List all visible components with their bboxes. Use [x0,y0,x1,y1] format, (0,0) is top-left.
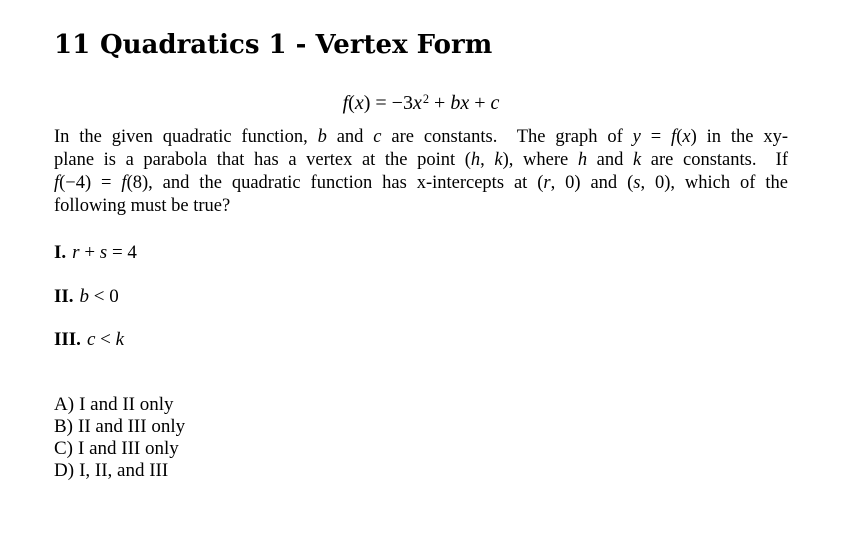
choice-text: I, II, and III [79,460,169,481]
text-run: ( [676,127,683,147]
text-run: ( [348,92,355,114]
math-run: r [72,242,80,263]
math-run: k [632,150,642,170]
math-run: c [86,329,96,350]
problem-line-2 [54,149,788,172]
text-run: and [587,150,633,170]
text-run: In the given quadratic function, [54,127,318,147]
problem-line-1 [54,126,788,149]
statement-label: I. [54,242,67,263]
text-run: = [640,127,672,147]
math-run: h [577,150,588,170]
text-run: and [326,127,374,147]
math-run: x [412,92,422,114]
quadratic-function-formula [54,91,788,117]
math-run: s [633,173,641,193]
text-run: + [429,92,451,114]
math-run: b [317,127,327,147]
text-run: , 0), which of the [640,173,788,193]
text-run: < 0 [89,285,119,307]
statement-label: II. [54,285,74,307]
choice-label: D) [54,460,75,481]
statement-III [54,328,137,351]
math-run: f [54,173,60,193]
choice-text: II and III only [78,416,186,437]
choice-D [54,460,185,482]
choice-A [54,394,185,416]
math-run: x [354,92,364,114]
math-run: s [99,242,108,263]
text-run: , [480,150,495,170]
math-run: x [682,127,691,147]
text-run: (8), and the quadratic function has x-intercepts at ( [126,173,544,193]
choice-C [54,438,185,460]
problem-line-3 [54,172,788,195]
superscript-run: 2 [422,91,430,106]
text-run: ), where [502,150,578,170]
answer-choices [54,394,185,482]
problem-statement [54,126,788,218]
text-run: ) in the xy- [690,127,789,147]
math-run: k [115,329,125,350]
section-number: 11 [54,30,91,60]
choice-B [54,416,185,438]
text-run: plane is a parabola that has a vertex at the point ( [54,150,471,170]
text-run: ) = −3 [363,92,413,114]
text-run: + [79,242,100,263]
math-run: f [671,127,677,147]
choice-label: B) [54,416,73,437]
math-run: f [342,92,349,114]
problem-line-4 [54,195,788,218]
text-run: (−4) = [59,173,122,193]
choice-text: I and III only [78,438,179,459]
math-run: h [470,150,481,170]
text-run: < [95,329,116,350]
text-run: , 0) and ( [550,173,634,193]
math-run: c [490,92,500,114]
text-run: are constants. The graph of [381,127,633,147]
section-title: Quadratics 1 - Vertex Form [100,30,493,60]
math-run: c [373,127,382,147]
math-run: k [494,150,503,170]
math-run: bx [450,92,470,114]
statement-II [54,285,137,308]
text-run: + [469,92,491,114]
math-run: f [121,173,127,193]
math-run: y [632,127,641,147]
choice-label: A) [54,394,75,415]
statements-list [54,241,137,372]
text-run: following must be true? [54,196,231,216]
text-run: are constants. If [641,150,788,170]
text-run: = 4 [107,242,137,263]
choice-label: C) [54,438,73,459]
statement-I [54,241,137,264]
math-run: b [79,285,90,307]
math-run: r [543,173,551,193]
statement-label: III. [54,329,81,350]
choice-text: I and II only [79,394,174,415]
section-heading [54,30,492,60]
